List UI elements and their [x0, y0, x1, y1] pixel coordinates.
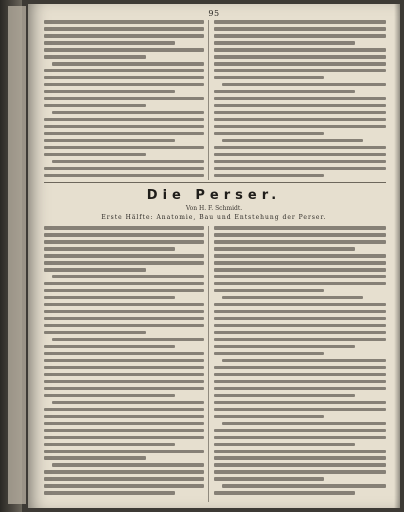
text-line [44, 261, 204, 265]
text-line [44, 27, 204, 31]
text-line [44, 254, 204, 258]
text-line [44, 366, 204, 370]
text-line [214, 254, 386, 258]
text-line [214, 366, 386, 370]
text-line [214, 153, 386, 157]
text-line [214, 125, 386, 129]
text-line [44, 167, 204, 171]
text-line [222, 83, 386, 87]
text-line [44, 240, 204, 244]
text-line [214, 324, 386, 328]
text-line [214, 456, 386, 460]
text-line [214, 62, 386, 66]
text-line [44, 387, 204, 391]
text-line [214, 436, 386, 440]
text-line [214, 20, 386, 24]
lower-left-text-column [44, 226, 204, 498]
page-number: 95 [208, 9, 220, 18]
text-line [44, 310, 204, 314]
text-line [214, 146, 386, 150]
text-line [214, 338, 386, 342]
text-line [214, 132, 324, 136]
upper-right-text-column [214, 20, 386, 181]
text-line [214, 408, 386, 412]
text-line [222, 484, 386, 488]
text-line [44, 104, 146, 108]
text-line [44, 153, 146, 157]
text-line [44, 317, 204, 321]
text-line [214, 69, 386, 73]
text-line [44, 125, 204, 129]
text-line [44, 289, 204, 293]
text-line [44, 491, 175, 495]
page-edge-shadow [394, 4, 400, 508]
text-line [52, 338, 204, 342]
section-title: Die Perser. [146, 188, 282, 203]
text-line [44, 470, 204, 474]
text-line [44, 118, 204, 122]
text-line [44, 436, 204, 440]
text-line [214, 317, 386, 321]
text-line [44, 352, 204, 356]
text-line [214, 282, 386, 286]
text-line [44, 484, 204, 488]
text-line [214, 463, 386, 467]
text-line [44, 443, 175, 447]
text-line [44, 345, 175, 349]
text-line [44, 415, 204, 419]
text-line [44, 282, 204, 286]
text-line [44, 456, 146, 460]
text-line [44, 34, 204, 38]
text-line [44, 97, 204, 101]
text-line [52, 401, 204, 405]
text-line [44, 48, 204, 52]
text-line [44, 268, 146, 272]
text-line [44, 296, 175, 300]
text-line [214, 491, 355, 495]
text-line [44, 83, 204, 87]
text-line [214, 27, 386, 31]
text-line [44, 324, 204, 328]
text-line [44, 380, 204, 384]
text-line [44, 331, 146, 335]
text-line [214, 387, 386, 391]
text-line [44, 132, 204, 136]
text-line [214, 247, 355, 251]
text-line [214, 240, 386, 244]
text-line [214, 303, 386, 307]
text-line [214, 174, 324, 178]
text-line [214, 268, 386, 272]
text-line [214, 48, 386, 52]
lower-right-text-column [214, 226, 386, 498]
text-line [214, 160, 386, 164]
text-line [214, 97, 386, 101]
text-line [214, 275, 386, 279]
text-line [214, 118, 386, 122]
text-line [214, 477, 324, 481]
text-line [214, 443, 355, 447]
text-line [214, 233, 386, 237]
text-line [44, 20, 204, 24]
text-line [44, 394, 175, 398]
column-divider-top [208, 20, 209, 180]
text-line [214, 394, 355, 398]
text-line [214, 111, 386, 115]
text-line [44, 76, 204, 80]
text-line [44, 139, 175, 143]
previous-page-edge [8, 6, 26, 504]
text-line [214, 450, 386, 454]
text-line [222, 359, 386, 363]
text-line [44, 90, 175, 94]
text-line [214, 470, 386, 474]
text-line [44, 373, 204, 377]
text-line [44, 226, 204, 230]
text-line [52, 463, 204, 467]
book-page [28, 4, 400, 508]
text-line [214, 34, 386, 38]
text-line [44, 247, 175, 251]
text-line [222, 422, 386, 426]
text-line [52, 160, 204, 164]
text-line [44, 408, 204, 412]
section-rule [44, 182, 386, 183]
text-line [44, 146, 204, 150]
text-line [214, 331, 386, 335]
text-line [214, 261, 386, 265]
text-line [214, 76, 324, 80]
text-line [214, 55, 386, 59]
text-line [44, 450, 204, 454]
column-divider-bottom [208, 226, 209, 502]
text-line [214, 429, 386, 433]
text-line [214, 90, 355, 94]
text-line [214, 415, 324, 419]
text-line [44, 55, 146, 59]
text-line [214, 352, 324, 356]
text-line [52, 62, 204, 66]
text-line [44, 477, 204, 481]
text-line [214, 104, 386, 108]
text-line [214, 345, 355, 349]
text-line [44, 359, 204, 363]
text-line [44, 69, 204, 73]
upper-left-text-column [44, 20, 204, 181]
text-line [214, 289, 324, 293]
text-line [222, 139, 363, 143]
text-line [214, 373, 386, 377]
byline: Von H. F. Schmidt. [185, 205, 243, 212]
text-line [52, 275, 204, 279]
text-line [44, 303, 204, 307]
text-line [214, 41, 355, 45]
text-line [214, 401, 386, 405]
text-line [214, 380, 386, 384]
text-line [214, 226, 386, 230]
text-line [214, 167, 386, 171]
text-line [222, 296, 363, 300]
text-line [44, 41, 175, 45]
text-line [44, 233, 204, 237]
text-line [52, 111, 204, 115]
subheading: Erste Hälfte: Anatomie, Bau und Entstehung der Perser. [101, 214, 327, 221]
text-line [44, 422, 204, 426]
text-line [44, 429, 204, 433]
text-line [214, 310, 386, 314]
text-line [44, 174, 204, 178]
